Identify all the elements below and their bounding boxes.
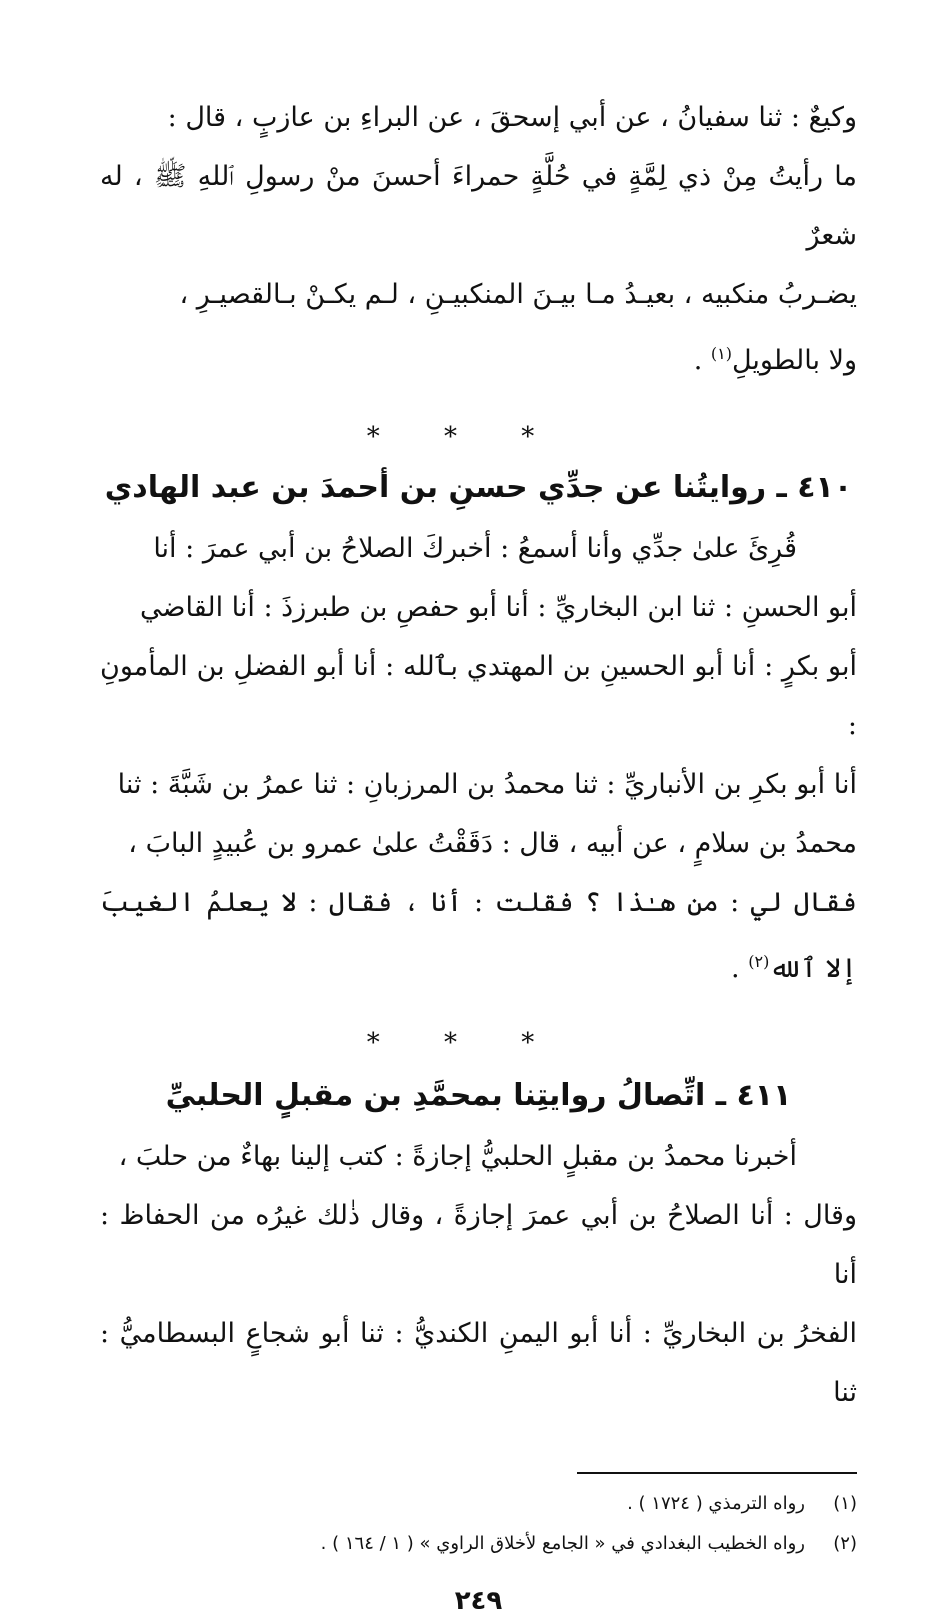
text-line bbox=[100, 873, 857, 998]
footnote-ref-1: (١) bbox=[710, 344, 732, 363]
text-line bbox=[100, 519, 857, 578]
text-line: وقال : أنا الصلاحُ بن أبي عمرَ إجازةً ، وقال ذٰلك غيرُه من الحفاظ : أنا bbox=[100, 1200, 857, 1290]
footnote bbox=[100, 1484, 857, 1524]
text-segment: فقال لي : من هـٰذا ؟ فقلت : أنا ، فقال : لا يعلمُ الغيبَ إلا ٱلله bbox=[100, 887, 857, 984]
paragraph-section-411 bbox=[100, 1127, 857, 1422]
text-segment: ولا بالطويلِ bbox=[731, 345, 857, 376]
book-page bbox=[100, 88, 857, 1616]
section-separator: * * * bbox=[366, 1028, 563, 1058]
text-line: محمدُ بن سلامٍ ، عن أبيه ، قال : دَقَقْتُ علىٰ عمرو بن عُبيدٍ البابَ ، bbox=[128, 828, 857, 859]
footnote-number: (٢) bbox=[833, 1533, 857, 1554]
section-separator: * * * bbox=[366, 422, 563, 452]
text-segment: قُرِئَ علىٰ جدِّي وأنا أسمعُ : أخبركَ الصلاحُ بن أبي عمرَ : أنا bbox=[153, 533, 797, 564]
footnote-text: رواه الخطيب البغدادي في « الجامع لأخلاق الراوي » ( ١ / ١٦٤ ) . bbox=[320, 1533, 805, 1554]
text-line: أنا أبو بكرِ بن الأنباريِّ : ثنا محمدُ بن المرزبانِ : ثنا عمرُ بن شَبَّةَ : ثنا bbox=[117, 769, 857, 800]
paragraph-section-410 bbox=[100, 519, 857, 998]
text-line: أبو الحسنِ : ثنا ابن البخاريِّ : أنا أبو حفصِ بن طبرزذَ : أنا القاضي bbox=[140, 592, 857, 623]
text-line: الفخرُ بن البخاريِّ : أنا أبو اليمنِ الكنديُّ : ثنا أبو شجاعٍ البسطاميُّ : ثنا bbox=[100, 1318, 857, 1408]
footnote bbox=[100, 1524, 857, 1564]
text-line bbox=[100, 324, 857, 390]
section-heading-411: ٤١١ ـ اتِّصالُ روايتِنا بمحمَّدِ بن مقبلٍ الحلبيِّ bbox=[165, 1078, 792, 1113]
text-line: أبو بكرٍ : أنا أبو الحسينِ بن المهتدي بٱلله : أنا أبو الفضلِ بن المأمونِ : bbox=[100, 651, 857, 741]
page-number: ٢٤٩ bbox=[454, 1586, 503, 1616]
text-line bbox=[100, 1127, 857, 1186]
footnote-text: رواه الترمذي ( ١٧٢٤ ) . bbox=[627, 1493, 805, 1514]
footnote-number: (١) bbox=[833, 1493, 857, 1514]
text-line: وكيعٌ : ثنا سفيانُ ، عن أبي إسحقَ ، عن البراءِ بن عازبٍ ، قال : bbox=[167, 102, 857, 133]
text-line: يضـربُ منكبيه ، بعيـدُ مـا بيـنَ المنكبيـنِ ، لـم يكـنْ بـالقصيـرِ ، bbox=[179, 279, 857, 310]
footnotes bbox=[100, 1484, 857, 1564]
footnote-ref-2: (٢) bbox=[748, 952, 770, 971]
text-line: ما رأيتُ مِنْ ذي لِمَّةٍ في حُلَّةٍ حمراءَ أحسنَ منْ رسولِ ٱللهِ ﷺ ، له شعرٌ bbox=[100, 161, 857, 251]
section-heading-410: ٤١٠ ـ روايتُنا عن جدِّي حسنِ بن أحمدَ بن عبد الهادي bbox=[104, 470, 853, 505]
footnote-area bbox=[100, 1444, 857, 1484]
footnote-divider bbox=[577, 1472, 857, 1474]
text-segment: أخبرنا محمدُ بن مقبلٍ الحلبيُّ إجازةً : كتب إلينا بهاءٌ من حلبَ ، bbox=[118, 1141, 797, 1172]
paragraph-hadith-continuation bbox=[100, 88, 857, 390]
text-end: . bbox=[731, 953, 749, 984]
text-end: . bbox=[693, 345, 711, 376]
